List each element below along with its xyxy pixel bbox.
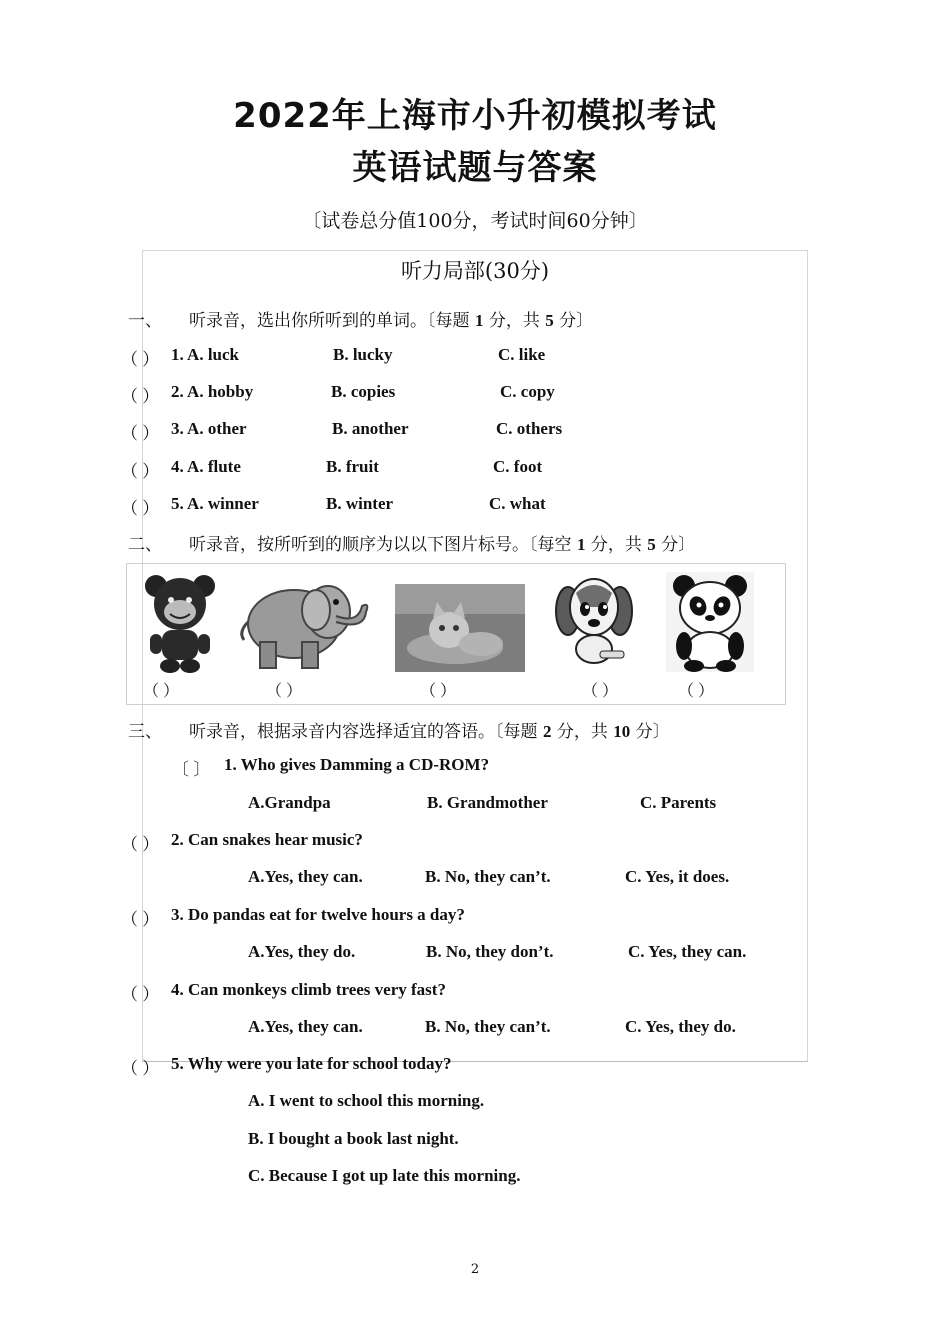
option-b: B. lucky [333,345,393,364]
option-b: B. Grandmother [427,793,548,812]
option-a: 1. A. luck [171,345,240,364]
option-c: C. others [496,419,563,438]
option-b: B. I bought a book last night. [248,1129,459,1148]
answer-blank[interactable]: （ ） [121,424,160,443]
exam-title: 2022年上海市小升初模拟考试 [233,96,717,136]
section3-text-b: 分，共 [551,722,614,742]
exam-info: 〔试卷总分值100分，考试时间60分钟〕 [302,210,648,232]
question-text: 3. Do pandas eat for twelve hours a day? [171,905,465,924]
section3-text-c: 分〕 [630,722,670,742]
elephant-icon [236,572,376,672]
exam-subject-title: 英语试题与答案 [352,148,598,188]
section1-number: 一、 [128,311,162,331]
option-c: C. Yes, they can. [628,942,747,961]
option-c: C. what [489,494,546,513]
option-a: 5. A. winner [171,494,259,513]
bear-icon [142,570,218,674]
section2-text-c: 分〕 [655,535,696,555]
section2-text-a: 听录音，按所听到的顺序为以以下图片标号。〔每空 [189,535,577,555]
section2-score-total: 5 [647,535,656,554]
page-number: 2 [470,1262,480,1277]
answer-blank[interactable]: （ ） [121,462,160,481]
option-c: C. copy [500,382,555,401]
picture-answer-blank[interactable]: （ ） [266,683,303,700]
answer-blank[interactable]: （ ） [121,910,160,929]
section1-text-b: 分，共 [483,311,546,331]
section2-heading [128,530,695,555]
question-text: 5. Why were you late for school today? [171,1054,452,1073]
option-c: C. Yes, they do. [625,1017,736,1036]
picture-answer-blank[interactable]: （ ） [420,683,457,700]
section3-number: 三、 [128,722,162,742]
answer-blank[interactable]: 〔 〕 [172,760,211,779]
dog-icon [554,573,634,669]
option-a: 2. A. hobby [171,382,254,401]
option-b: B. fruit [326,457,379,476]
option-b: B. another [332,419,409,438]
option-b: B. winter [326,494,394,513]
answer-blank[interactable]: （ ） [121,350,160,369]
answer-blank[interactable]: （ ） [121,985,160,1004]
answer-blank[interactable]: （ ） [121,387,160,406]
option-c: C. Yes, it does. [625,867,730,886]
section3-heading [128,717,670,742]
section2-text-b: 分，共 [585,535,648,555]
option-c: C. like [498,345,546,364]
option-b: B. No, they can’t. [425,1017,551,1036]
option-a: A.Yes, they do. [248,942,356,961]
question-text: 2. Can snakes hear music? [171,830,363,849]
picture-answer-blank[interactable]: （ ） [582,683,619,700]
section1-score-total: 5 [545,311,554,330]
option-a: A.Yes, they can. [248,1017,363,1036]
option-a: 3. A. other [171,419,247,438]
section1-score-each: 1 [474,311,484,330]
option-b: B. No, they can’t. [425,867,551,886]
answer-blank[interactable]: （ ） [121,1059,160,1078]
option-b: B. No, they don’t. [426,942,554,961]
answer-blank[interactable]: （ ） [121,499,160,518]
option-a: A.Grandpa [248,793,331,812]
picture-answer-blank[interactable]: （ ） [143,683,180,700]
option-a: A.Yes, they can. [248,867,363,886]
section2-number: 二、 [128,535,162,555]
section1-text-a: 听录音，选出你所听到的单词。〔每题 [189,311,475,331]
option-a: A. I went to school this morning. [248,1091,485,1110]
answer-blank[interactable]: （ ） [121,835,160,854]
panda-icon [666,572,754,672]
option-c: C. Parents [640,793,717,812]
option-b: B. copies [331,382,396,401]
option-a: 4. A. flute [171,457,241,476]
section3-text-a: 听录音，根据录音内容选择适宜的答语。〔每题 [189,722,543,742]
listening-header: 听力局部(30分) [400,259,550,283]
section1-heading [128,306,593,331]
section2-score-each: 1 [576,535,586,554]
question-text: 1. Who gives Damming a CD-ROM? [224,755,490,774]
option-c: C. foot [493,457,543,476]
question-text: 4. Can monkeys climb trees very fast? [171,980,446,999]
section1-text-c: 分〕 [553,311,594,331]
option-c: C. Because I got up late this morning. [248,1166,521,1185]
picture-answer-blank[interactable]: （ ） [678,683,715,700]
section3-score-total: 10 [613,722,631,741]
section3-score-each: 2 [542,722,552,741]
cat-icon [395,584,525,672]
